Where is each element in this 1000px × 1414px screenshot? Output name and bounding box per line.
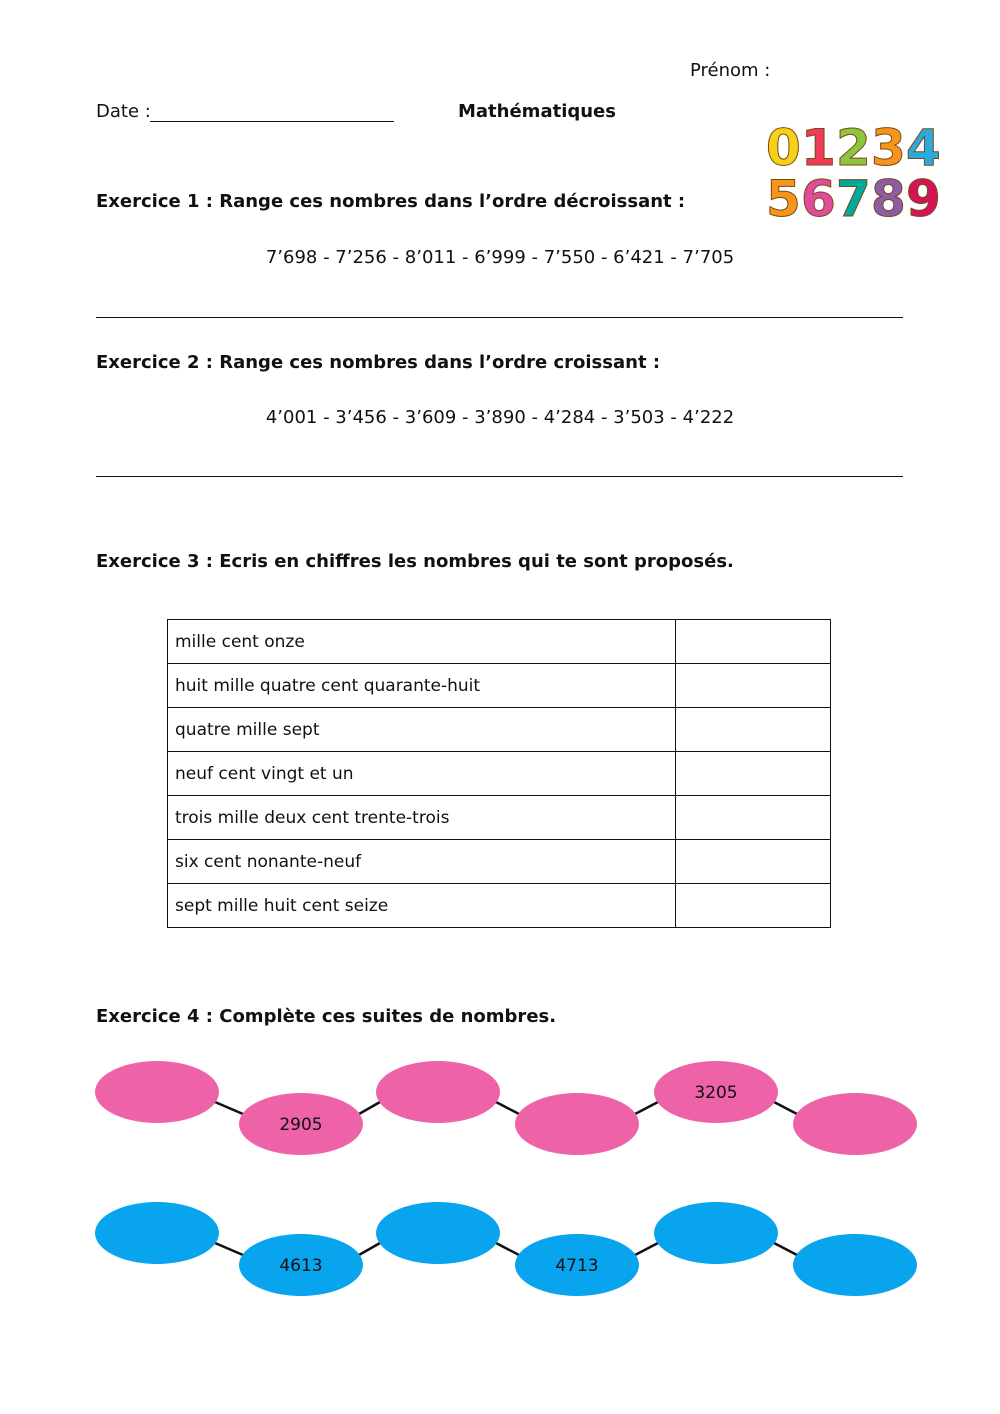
- chain-oval-blank[interactable]: [376, 1061, 500, 1123]
- table-row: [168, 664, 831, 708]
- numbers-decoration-icon: [762, 115, 944, 225]
- chain-connector: [215, 1243, 243, 1255]
- chain-connector: [496, 1243, 519, 1255]
- decoration-digit: 8: [871, 170, 906, 225]
- chain-number: 3205: [694, 1083, 738, 1103]
- decoration-digit: 2: [836, 119, 871, 177]
- table-row: [168, 796, 831, 840]
- exercise-2-title: Exercice 2 : Range ces nombres dans l’ordre croissant :: [96, 352, 661, 373]
- page-title: Mathématiques: [458, 101, 616, 122]
- chain-oval-blank[interactable]: [95, 1061, 219, 1123]
- chain-number: 4613: [279, 1256, 323, 1276]
- table-row: [168, 884, 831, 928]
- chain-connector: [215, 1102, 243, 1114]
- decoration-digit: 4: [906, 119, 941, 177]
- exercise-3-title: Exercice 3 : Ecris en chiffres les nombres qui te sont proposés.: [96, 551, 734, 572]
- prenom-label: Prénom :: [690, 60, 771, 81]
- chain-number: 4713: [555, 1256, 599, 1276]
- chain-oval-blank[interactable]: [95, 1202, 219, 1264]
- answer-cell[interactable]: [676, 708, 831, 752]
- exercise-1-numbers: 7’698 - 7’256 - 8’011 - 6’999 - 7’550 - 6’421 - 7’705: [265, 247, 735, 268]
- answer-cell[interactable]: [676, 884, 831, 928]
- date-label: Date :: [96, 101, 151, 122]
- table-row: [168, 752, 831, 796]
- date-answer-line[interactable]: [150, 121, 394, 122]
- chain-oval-blank[interactable]: [793, 1093, 917, 1155]
- chain-oval-blank[interactable]: [376, 1202, 500, 1264]
- answer-cell[interactable]: [676, 664, 831, 708]
- chain-number: 2905: [279, 1115, 323, 1135]
- chain-connector: [635, 1102, 658, 1114]
- chain-connector: [359, 1102, 380, 1114]
- decoration-digit: 1: [801, 119, 836, 177]
- exercise-2-answer-line[interactable]: [96, 476, 903, 477]
- answer-cell[interactable]: [676, 752, 831, 796]
- answer-cell[interactable]: [676, 620, 831, 664]
- pink-number-chain: [0, 1058, 1000, 1168]
- exercise-1-answer-line[interactable]: [96, 317, 903, 318]
- answer-cell[interactable]: [676, 840, 831, 884]
- chain-connector: [774, 1102, 797, 1114]
- exercise-2-numbers: 4’001 - 3’456 - 3’609 - 3’890 - 4’284 - 3’503 - 4’222: [265, 407, 735, 428]
- exercise-4-title: Exercice 4 : Complète ces suites de nombres.: [96, 1006, 557, 1027]
- number-word-cell: sept mille huit cent seize: [168, 884, 676, 928]
- number-word-cell: mille cent onze: [168, 620, 676, 664]
- decoration-digit: 6: [801, 170, 836, 225]
- decoration-digit: 9: [906, 170, 941, 225]
- chain-connector: [496, 1102, 519, 1114]
- number-word-cell: quatre mille sept: [168, 708, 676, 752]
- blue-number-chain: [0, 1199, 1000, 1309]
- number-word-cell: trois mille deux cent trente-trois: [168, 796, 676, 840]
- chain-oval-blank[interactable]: [654, 1202, 778, 1264]
- number-word-cell: huit mille quatre cent quarante-huit: [168, 664, 676, 708]
- decoration-digit: 7: [836, 170, 871, 225]
- answer-cell[interactable]: [676, 796, 831, 840]
- chain-connector: [635, 1243, 658, 1255]
- table-row: [168, 620, 831, 664]
- chain-oval-blank[interactable]: [515, 1093, 639, 1155]
- chain-connector: [359, 1243, 380, 1255]
- table-row: [168, 840, 831, 884]
- number-word-cell: neuf cent vingt et un: [168, 752, 676, 796]
- decoration-digit: 0: [766, 119, 801, 177]
- table-row: [168, 708, 831, 752]
- decoration-digit: 3: [871, 119, 906, 177]
- chain-connector: [774, 1243, 797, 1255]
- exercise-1-title: Exercice 1 : Range ces nombres dans l’ordre décroissant :: [96, 191, 686, 212]
- decoration-digit: 5: [766, 170, 801, 225]
- chain-oval-blank[interactable]: [793, 1234, 917, 1296]
- number-words-table: [167, 619, 831, 928]
- number-word-cell: six cent nonante-neuf: [168, 840, 676, 884]
